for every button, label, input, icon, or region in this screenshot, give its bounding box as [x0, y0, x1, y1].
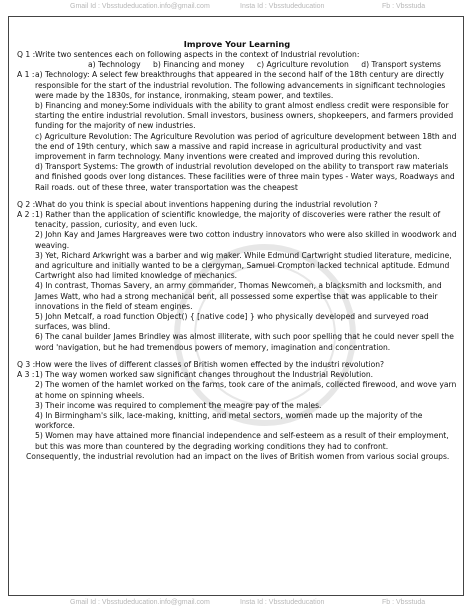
answer-2-item-3 [17, 251, 457, 282]
answer-3-item-5 [17, 431, 457, 451]
option-b: b) Financing and money [153, 60, 245, 70]
header-fb-watermark: Fb : Vbsstuda [382, 3, 426, 10]
item-text: The canal builder James Brindley was almost illiterate, with such poor spelling that he could never spell the word 'navigation, but he had tremendous powers of memory, imagination and concentration. [35, 332, 454, 352]
item-text: John Kay and James Hargreaves were two cotton industry innovators who were also skilled in woodwork and weaving. [35, 230, 457, 250]
answer-1-item-d [17, 162, 457, 193]
answer-3-label: A 3 : [17, 370, 35, 380]
item-text: Women may have attained more financial independence and self-esteem as a result of their employment, but this was more than countered by the degrading working conditions they had to confront. [35, 431, 449, 451]
item-text: Technology: A select few breakthroughs that appeared in the second half of the 18th century are directly responsible for the start of the industrial revolution. The following advancements in significant technologies were made by the 1830s, for instance, ironmaking, steam power, and textiles. [35, 70, 446, 100]
item-label: 1) [35, 210, 43, 220]
item-text: The women of the hamlet worked on the farms, took care of the animals, collected firewood, and wove yarn at home on spinning wheels. [35, 380, 457, 400]
item-label: 2) [35, 380, 43, 390]
option-c: c) Agriculture revolution [256, 60, 349, 70]
option-d: d) Transport systems [361, 60, 441, 70]
item-label: 6) [35, 332, 43, 342]
item-label: b) [35, 101, 43, 111]
answer-3-item-1 [17, 370, 457, 380]
footer-insta-watermark: Insta Id : Vbsstudeducation [240, 599, 325, 606]
item-label: 4) [35, 281, 43, 291]
footer-fb-watermark: Fb : Vbsstuda [382, 599, 426, 606]
answer-1-item-a [17, 70, 457, 101]
answer-3-item-3 [17, 401, 457, 411]
document-body [17, 50, 457, 462]
item-text: Agriculture Revolution: The Agriculture Revolution was period of agriculture development between 18th and the end of 19th century, which saw a massive and rapid increase in agricultural productivity and vast improvement in farm technology. Many inventions were created and improved during this revolution. [35, 131, 457, 162]
answer-3-item-4 [17, 411, 457, 431]
item-label: 5) [35, 431, 43, 441]
question-3-text: How were the lives of different classes of British women effected by the industri revolution? [35, 359, 385, 369]
header-gmail-watermark: Gmail Id : Vbsstudeducation.info@gmail.com [70, 3, 210, 10]
item-text: In Birmingham's silk, lace-making, knitting, and metal sectors, women made up the majority of the workforce. [35, 410, 423, 431]
answer-2-item-2 [17, 230, 457, 250]
answer-2-label: A 2 : [17, 210, 35, 220]
answer-2-item-4 [17, 281, 457, 312]
footer-gmail-watermark: Gmail Id : Vbsstudeducation.info@gmail.com [70, 599, 210, 606]
item-text: Rather than the application of scientific knowledge, the majority of discoveries were rather the result of tenacity, passion, curiosity, and even luck. [35, 210, 441, 230]
answer-1-label: A 1 : [17, 70, 35, 80]
question-1-text: Write two sentences each on following aspects in the context of Industrial revolution: [35, 50, 360, 59]
item-label: d) [35, 162, 43, 172]
item-text: Yet, Richard Arkwright was a barber and wig maker. While Edmund Cartwright studied literature, medicine, and agriculture and initially wanted to be a clergyman, Samuel Crompton lacked technical aptitude. Edmund Cartwright also had limited knowledge of mechanics. [35, 250, 452, 281]
answer-3-item-2 [17, 380, 457, 400]
question-1-label: Q 1 : [17, 50, 36, 59]
question-3 [17, 360, 457, 370]
item-label: c) [35, 131, 43, 141]
item-text: John Metcalf, a road function Object() { [native code] } who physically developed and surveyed road surfaces, was blind. [35, 312, 429, 332]
item-label: 4) [35, 410, 43, 420]
question-2-label: Q 2 : [17, 199, 36, 209]
answer-2-item-6 [17, 332, 457, 352]
question-2 [17, 200, 457, 210]
item-text: Their income was required to complement the meagre pay of the males. [45, 400, 322, 410]
question-2-text: What do you think is special about inventions happening during the industrial revolution ? [35, 199, 378, 209]
item-label: 2) [35, 230, 43, 240]
question-3-label: Q 3 : [17, 359, 36, 369]
answer-1-item-b [17, 101, 457, 132]
item-text: Transport Systems: The growth of industrial revolution developed on the ability to transport raw materials and finished goods over long distances. These facilities were of three main types - Water ways, Roadways and Rail roads. out of these three, water transportation was the cheapest [35, 162, 455, 192]
item-text: The way women worked saw significant changes throughout the Industrial Revolution. [45, 370, 374, 380]
item-label: a) [35, 70, 43, 80]
answer-2-item-5 [17, 312, 457, 332]
question-1 [17, 50, 457, 60]
answer-2-item-1 [17, 210, 457, 230]
option-a: a) Technology [88, 60, 141, 70]
item-label: 3) [35, 250, 43, 260]
header-watermark [0, 3, 474, 15]
item-label: 1) [35, 370, 43, 380]
header-insta-watermark: Insta Id : Vbsstudeducation [240, 3, 325, 10]
footer-watermark [0, 599, 474, 611]
item-text: Financing and money:Some individuals with the ability to grant almost endless credit were responsible for starting the entire industrial revolution. Small investors, business owners, shopkeepers, and farmers provided funding for the majority of new industries. [35, 101, 454, 131]
item-label: 5) [35, 312, 43, 322]
answer-3-conclusion [17, 452, 457, 462]
item-text: In contrast, Thomas Savery, an army commander, Thomas Newcomen, a blacksmith and locksmith, and James Watt, who had a strong mechanical bent, all possessed some expertise that was applicable to their innovations in the field of steam engines. [35, 281, 442, 311]
page-title: Improve Your Learning [183, 39, 291, 49]
question-1-options [17, 60, 457, 70]
conclusion-text: Consequently, the industrial revolution had an impact on the lives of British women from various social groups. [26, 451, 450, 461]
answer-1-item-c [17, 132, 457, 163]
item-label: 3) [35, 400, 43, 410]
